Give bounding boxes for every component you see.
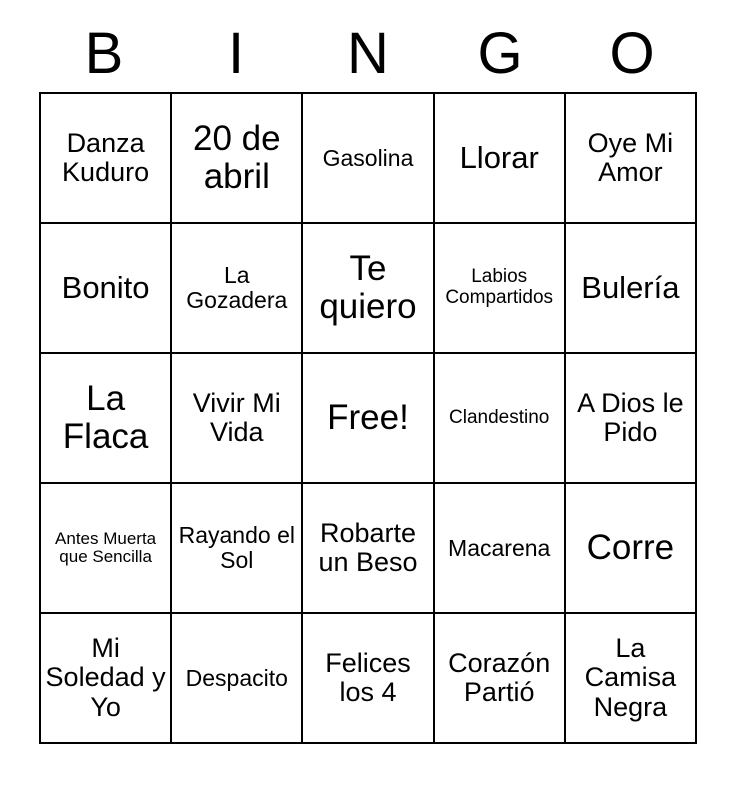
bingo-cell[interactable] [172,94,303,224]
bingo-cell-label: Te quiero [319,249,417,326]
bingo-cell[interactable] [435,614,566,744]
bingo-cell-label: Antes Muerta que Sencilla [55,528,157,566]
bingo-cell[interactable] [303,484,434,614]
bingo-cell[interactable] [303,224,434,354]
bingo-cell[interactable] [41,354,172,484]
bingo-cell-label: Oye Mi Amor [587,127,674,187]
bingo-cell-label: La Camisa Negra [584,633,677,722]
bingo-cell-label: Gasolina [322,144,414,171]
header-letter-o: O [609,21,655,86]
bingo-cell-label: Bulería [581,270,680,306]
bingo-cell[interactable] [566,354,697,484]
bingo-cell[interactable] [435,224,566,354]
bingo-cell[interactable] [566,614,697,744]
bingo-cell-label: Clandestino [449,406,550,428]
bingo-grid [39,92,697,744]
bingo-cell[interactable] [172,354,303,484]
bingo-cell[interactable] [303,354,434,484]
bingo-cell[interactable] [303,94,434,224]
bingo-cell-label: La Flaca [62,379,149,456]
header-letter-g: G [477,21,523,86]
bingo-cell-label: Labios Compartidos [445,266,554,308]
bingo-cell[interactable] [435,94,566,224]
bingo-cell-label: Llorar [459,140,539,176]
bingo-cell-label: Macarena [448,534,551,561]
bingo-cell-label: Rayando el Sol [178,522,295,573]
bingo-cell-label: Robarte un Beso [318,517,418,577]
bingo-cell-label: La Gozadera [186,262,288,313]
bingo-cell-label: Bonito [61,270,150,306]
bingo-cell-label: Danza Kuduro [62,127,150,187]
bingo-cell-label: Corre [586,528,675,568]
bingo-cell[interactable] [566,94,697,224]
bingo-cell-label: A Dios le Pido [577,387,684,447]
bingo-cell[interactable] [172,484,303,614]
header-letter-i: I [227,21,245,86]
bingo-cell-label: Despacito [185,664,288,691]
bingo-cell-label: Mi Soledad y Yo [45,633,166,722]
bingo-cell[interactable] [303,614,434,744]
bingo-cell[interactable] [435,354,566,484]
bingo-cell[interactable] [566,484,697,614]
header-letter-b: B [84,21,124,86]
bingo-cell-label: Corazón Partió [448,647,551,707]
header-letter-n: N [347,21,389,86]
bingo-cell-label: 20 de abril [192,119,281,196]
bingo-cell[interactable] [41,484,172,614]
bingo-cell[interactable] [172,224,303,354]
bingo-cell[interactable] [435,484,566,614]
bingo-cell[interactable] [41,614,172,744]
bingo-cell[interactable] [41,224,172,354]
bingo-cell[interactable] [41,94,172,224]
bingo-header [39,22,697,86]
bingo-cell[interactable] [172,614,303,744]
bingo-cell-label: Vivir Mi Vida [192,387,281,447]
bingo-cell-label: Free! [327,398,409,438]
bingo-cell-label: Felices los 4 [325,647,411,707]
bingo-cell[interactable] [566,224,697,354]
